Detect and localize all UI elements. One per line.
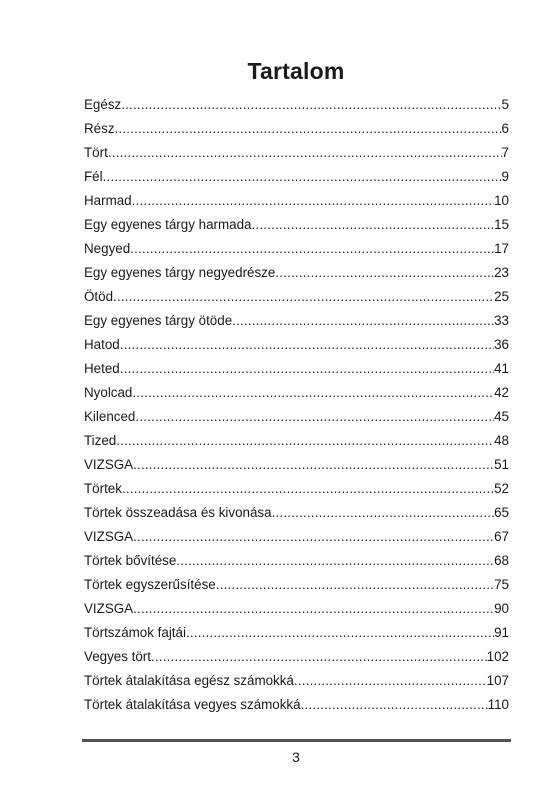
dot-leader [103,165,502,189]
toc-entry-page: 6 [501,121,509,136]
toc-entry-page: 102 [486,649,509,664]
dot-leader [135,405,494,429]
toc-entry-label: Törtszámok fajtái [84,625,186,640]
toc-entry-label: Ötöd [84,289,114,304]
toc-entry-page: 5 [501,97,509,112]
toc-entry-page: 15 [494,217,509,232]
toc-entry-page: 75 [494,577,509,592]
toc-entry[interactable] [84,165,509,189]
dot-leader [151,645,487,669]
toc-entry[interactable] [84,597,509,621]
toc-entry-label: Egész [84,97,122,112]
toc-entry-page: 68 [494,553,509,568]
toc-entry-label: Kilenced [84,409,136,424]
toc-entry-page: 51 [494,457,509,472]
toc-entry-label: VIZSGA [84,601,134,616]
toc-entry[interactable] [84,645,509,669]
toc-entry[interactable] [84,549,509,573]
toc-entry-label: Törtek bővítése [84,553,177,568]
toc-entry[interactable] [84,213,509,237]
table-of-contents [84,93,509,717]
dot-leader [133,597,494,621]
toc-entry-page: 42 [494,385,509,400]
dot-leader [176,549,494,573]
toc-entry-page: 65 [494,505,509,520]
toc-entry-label: Törtek összeadása és kivonása [84,505,272,520]
toc-entry-label: Törtek átalakítása vegyes számokká [84,697,301,712]
toc-entry-label: VIZSGA [84,529,134,544]
toc-entry[interactable] [84,237,509,261]
toc-entry-label: Tized [84,433,117,448]
dot-leader [132,189,494,213]
dot-leader [108,141,502,165]
dot-leader [121,93,501,117]
dot-leader [133,453,494,477]
toc-entry[interactable] [84,285,509,309]
toc-entry-page: 52 [494,481,509,496]
toc-entry[interactable] [84,405,509,429]
page-title: Tartalom [247,58,345,84]
toc-entry-label: Egy egyenes tárgy negyedrésze [84,265,276,280]
toc-entry-page: 17 [494,241,509,256]
dot-leader [116,429,494,453]
toc-entry-label: Hatod [84,337,120,352]
toc-entry-label: Negyed [84,241,131,256]
toc-entry-label: Törtek egyszerűsítése [84,577,216,592]
toc-entry[interactable] [84,525,509,549]
toc-entry[interactable] [84,93,509,117]
toc-entry-page: 9 [501,169,509,184]
toc-entry-page: 7 [501,145,509,160]
toc-entry-label: Fél [84,169,103,184]
toc-entry-label: Egy egyenes tárgy ötöde [84,313,233,328]
dot-leader [113,285,494,309]
page-number: 3 [292,749,300,765]
toc-entry[interactable] [84,189,509,213]
toc-entry[interactable] [84,477,509,501]
toc-entry-page: 90 [494,601,509,616]
toc-entry-label: Harmad [84,193,132,208]
toc-entry[interactable] [84,573,509,597]
toc-entry-label: Nyolcad [84,385,133,400]
dot-leader [132,381,494,405]
toc-entry-page: 48 [494,433,509,448]
toc-entry[interactable] [84,453,509,477]
dot-leader [133,525,494,549]
toc-entry-page: 67 [494,529,509,544]
dot-leader [120,357,494,381]
toc-entry-page: 23 [494,265,509,280]
toc-entry-page: 25 [494,289,509,304]
toc-entry-page: 33 [494,313,509,328]
toc-entry-page: 107 [486,673,509,688]
dot-leader [216,573,494,597]
dot-leader [294,669,487,693]
toc-entry-label: Törtek [84,481,122,496]
toc-entry[interactable] [84,357,509,381]
toc-entry-label: Egy egyenes tárgy harmada [84,217,252,232]
toc-entry[interactable] [84,429,509,453]
toc-entry[interactable] [84,693,509,717]
dot-leader [232,309,494,333]
toc-entry[interactable] [84,501,509,525]
toc-entry[interactable] [84,309,509,333]
toc-entry-page: 41 [494,361,509,376]
toc-entry-label: Heted [84,361,120,376]
dot-leader [275,261,494,285]
toc-entry[interactable] [84,669,509,693]
toc-entry-page: 110 [487,697,509,712]
toc-entry-page: 10 [494,193,509,208]
toc-entry-label: Vegyes tört [84,649,151,664]
footer-divider [82,739,511,742]
toc-entry-page: 36 [494,337,509,352]
toc-entry-page: 91 [494,625,509,640]
toc-entry-label: Rész [84,121,115,136]
toc-entry[interactable] [84,333,509,357]
dot-leader [272,501,495,525]
dot-leader [251,213,494,237]
toc-entry[interactable] [84,381,509,405]
toc-entry[interactable] [84,261,509,285]
dot-leader [186,621,494,645]
dot-leader [301,693,488,717]
toc-entry-page: 45 [494,409,509,424]
toc-entry-label: Törtek átalakítása egész számokká [84,673,294,688]
dot-leader [122,477,494,501]
toc-entry[interactable] [84,141,509,165]
toc-entry[interactable] [84,621,509,645]
dot-leader [120,333,494,357]
toc-entry-label: VIZSGA [84,457,134,472]
dot-leader [115,117,502,141]
toc-entry[interactable] [84,117,509,141]
dot-leader [130,237,494,261]
toc-entry-label: Tört [84,145,108,160]
